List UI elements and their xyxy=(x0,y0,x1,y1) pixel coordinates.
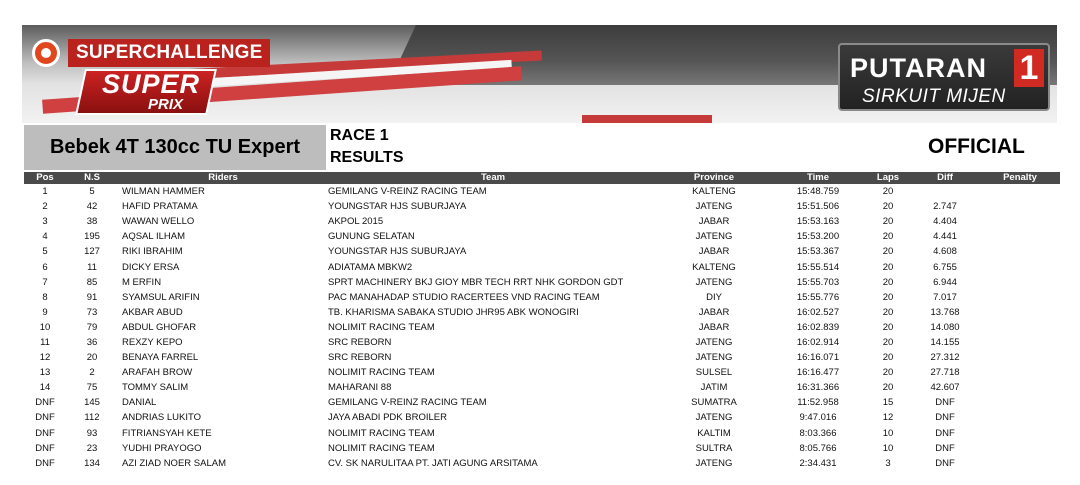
logo-title: SUPERCHALLENGE xyxy=(68,39,270,67)
cell-team: YOUNGSTAR HJS SUBURJAYA xyxy=(328,246,467,258)
cell-penalty xyxy=(980,426,1060,441)
cell-ns: 38 xyxy=(86,216,98,228)
cell-team: JAYA ABADI PDK BROILER xyxy=(328,412,447,424)
round-number: 1 xyxy=(1014,49,1044,87)
cell-pos: 3 xyxy=(42,216,48,228)
cell-province: JABAR xyxy=(698,216,730,228)
table-row xyxy=(24,441,1060,456)
cell-ns: 23 xyxy=(86,442,98,454)
cell-pos: 4 xyxy=(42,231,48,243)
cell-laps: 10 xyxy=(882,427,894,439)
cell-team: SRC REBORN xyxy=(328,336,392,348)
table-row xyxy=(24,199,1060,214)
cell-province: JATENG xyxy=(695,336,733,348)
cell-ns: 93 xyxy=(86,427,98,439)
superchallenge-logo xyxy=(28,31,288,115)
cell-rider: SYAMSUL ARIFIN xyxy=(122,291,200,303)
cell-diff: 6.944 xyxy=(933,276,957,288)
cell-diff xyxy=(910,184,980,199)
cell-diff: 13.768 xyxy=(930,306,960,318)
round-badge xyxy=(838,43,1050,111)
cell-penalty xyxy=(980,305,1060,320)
cell-ns: 2 xyxy=(89,367,95,379)
cell-penalty xyxy=(980,199,1060,214)
cell-rider: TOMMY SALIM xyxy=(122,382,189,394)
cell-pos: 11 xyxy=(40,336,50,348)
cell-pos: 2 xyxy=(42,201,48,213)
cell-pos: 12 xyxy=(39,352,51,364)
cell-penalty xyxy=(980,395,1060,410)
cell-rider: RIKI IBRAHIM xyxy=(122,246,183,258)
table-row xyxy=(24,244,1060,259)
table-row xyxy=(24,259,1060,274)
cell-province: SULTRA xyxy=(695,442,733,454)
cell-time: 8:03.366 xyxy=(799,427,837,439)
cell-diff: DNF xyxy=(935,397,955,409)
cell-team: NOLIMIT RACING TEAM xyxy=(328,442,435,454)
cell-ns: 75 xyxy=(86,382,98,394)
cell-pos: 1 xyxy=(42,186,48,198)
cell-time: 2:34.431 xyxy=(799,457,837,469)
table-row xyxy=(24,275,1060,290)
cell-laps: 20 xyxy=(882,382,894,394)
cell-team: SPRT MACHINERY BKJ GIOY MBR TECH RRT NHK GORDON GDT xyxy=(328,276,624,288)
table-row xyxy=(24,290,1060,305)
cell-time: 9:47.016 xyxy=(799,412,837,424)
race-class: Bebek 4T 130cc TU Expert xyxy=(24,125,326,170)
cell-diff: 6.755 xyxy=(933,261,957,273)
cell-province: JATIM xyxy=(700,382,728,394)
cell-penalty xyxy=(980,350,1060,365)
cell-province: JATENG xyxy=(695,201,733,213)
cell-time: 11:52.958 xyxy=(797,397,839,409)
cell-time: 16:31.366 xyxy=(796,382,840,394)
cell-pos: 10 xyxy=(39,321,51,333)
cell-rider: YUDHI PRAYOGO xyxy=(122,442,202,454)
cell-pos: 6 xyxy=(42,261,48,273)
table-row xyxy=(24,184,1060,199)
cell-pos: DNF xyxy=(35,442,55,454)
cell-penalty xyxy=(980,214,1060,229)
cell-laps: 10 xyxy=(882,442,894,454)
cell-ns: 79 xyxy=(86,321,98,333)
column-header-penalty: Penalty xyxy=(980,172,1060,184)
cell-laps: 20 xyxy=(882,291,894,303)
cell-diff: DNF xyxy=(935,442,955,454)
cell-penalty xyxy=(980,229,1060,244)
cell-diff: 42.607 xyxy=(930,382,960,394)
cell-laps: 3 xyxy=(885,457,891,469)
cell-laps: 20 xyxy=(882,231,894,243)
logo-ring-icon xyxy=(32,39,60,67)
column-header-ns: N.S xyxy=(66,172,118,184)
cell-rider: M ERFIN xyxy=(122,276,162,288)
cell-rider: REXZY KEPO xyxy=(122,336,183,348)
cell-time: 15:48.759 xyxy=(796,186,840,198)
cell-diff: 27.718 xyxy=(930,367,960,379)
cell-team: GUNUNG SELATAN xyxy=(328,231,415,243)
cell-team: ADIATAMA MBKW2 xyxy=(328,261,413,273)
cell-pos: 9 xyxy=(42,306,48,318)
cell-laps: 20 xyxy=(882,336,894,348)
column-header-laps: Laps xyxy=(866,172,910,184)
cell-ns: 85 xyxy=(86,276,98,288)
table-row xyxy=(24,350,1060,365)
cell-ns: 42 xyxy=(86,201,98,213)
cell-rider: AKBAR ABUD xyxy=(122,306,183,318)
table-row xyxy=(24,214,1060,229)
cell-laps: 20 xyxy=(882,367,894,379)
cell-penalty xyxy=(980,380,1060,395)
cell-province: JABAR xyxy=(698,246,730,258)
cell-rider: FITRIANSYAH KETE xyxy=(122,427,212,439)
race-number: RACE 1 xyxy=(330,127,389,144)
cell-team: YOUNGSTAR HJS SUBURJAYA xyxy=(328,201,467,213)
cell-pos: 7 xyxy=(42,276,48,288)
cell-time: 16:02.839 xyxy=(796,321,840,333)
column-header-diff: Diff xyxy=(910,172,980,184)
cell-penalty xyxy=(980,290,1060,305)
cell-diff: 7.017 xyxy=(933,291,957,303)
cell-ns: 11 xyxy=(87,261,97,273)
cell-diff: DNF xyxy=(935,457,955,469)
table-row xyxy=(24,395,1060,410)
cell-penalty xyxy=(980,441,1060,456)
cell-time: 8:05.766 xyxy=(799,442,837,454)
cell-pos: 14 xyxy=(39,382,51,394)
cell-diff: 2.747 xyxy=(933,201,957,213)
cell-rider: WAWAN WELLO xyxy=(122,216,195,228)
cell-rider: AZI ZIAD NOER SALAM xyxy=(122,457,226,469)
table-row xyxy=(24,410,1060,425)
cell-ns: 127 xyxy=(84,246,100,258)
cell-penalty xyxy=(980,244,1060,259)
cell-province: JATENG xyxy=(695,412,733,424)
cell-rider: ARAFAH BROW xyxy=(122,367,193,379)
cell-penalty xyxy=(980,410,1060,425)
cell-team: NOLIMIT RACING TEAM xyxy=(328,321,435,333)
cell-penalty xyxy=(980,320,1060,335)
cell-time: 15:53.200 xyxy=(796,231,840,243)
cell-ns: 5 xyxy=(89,186,95,198)
cell-time: 16:16.477 xyxy=(796,367,840,379)
cell-team: SRC REBORN xyxy=(328,352,392,364)
cell-ns: 195 xyxy=(84,231,100,243)
cell-time: 16:02.527 xyxy=(796,306,840,318)
cell-province: DIY xyxy=(706,291,722,303)
cell-penalty xyxy=(980,184,1060,199)
cell-ns: 112 xyxy=(84,412,100,424)
cell-province: SUMATRA xyxy=(691,397,737,409)
cell-time: 15:53.163 xyxy=(796,216,840,228)
cell-rider: DANIAL xyxy=(122,397,157,409)
table-row xyxy=(24,426,1060,441)
column-header-province: Province xyxy=(658,172,770,184)
cell-laps: 15 xyxy=(882,397,894,409)
column-header-team: Team xyxy=(328,172,658,184)
table-header xyxy=(24,172,1060,184)
cell-time: 16:02.914 xyxy=(796,336,840,348)
cell-province: JABAR xyxy=(698,321,730,333)
cell-ns: 145 xyxy=(84,397,100,409)
logo-prix-text: PRIX xyxy=(148,96,184,113)
column-header-pos: Pos xyxy=(24,172,66,184)
cell-team: GEMILANG V-REINZ RACING TEAM xyxy=(328,397,487,409)
cell-team: GEMILANG V-REINZ RACING TEAM xyxy=(328,186,487,198)
cell-diff: 14.155 xyxy=(930,336,960,348)
cell-rider: ABDUL GHOFAR xyxy=(122,321,197,333)
cell-province: JATENG xyxy=(695,276,733,288)
cell-province: KALTIM xyxy=(697,427,731,439)
cell-diff: 14.080 xyxy=(930,321,960,333)
cell-pos: DNF xyxy=(35,427,55,439)
cell-penalty xyxy=(980,259,1060,274)
table-row xyxy=(24,305,1060,320)
cell-laps: 12 xyxy=(882,412,894,424)
cell-pos: DNF xyxy=(35,412,55,424)
cell-rider: ANDRIAS LUKITO xyxy=(122,412,202,424)
cell-pos: 5 xyxy=(42,246,48,258)
cell-laps: 20 xyxy=(882,201,894,213)
cell-ns: 91 xyxy=(86,291,98,303)
cell-province: JATENG xyxy=(695,457,733,469)
cell-rider: DICKY ERSA xyxy=(122,261,180,273)
table-row xyxy=(24,320,1060,335)
cell-pos: DNF xyxy=(35,397,55,409)
cell-time: 15:55.703 xyxy=(796,276,840,288)
cell-ns: 73 xyxy=(86,306,98,318)
cell-penalty xyxy=(980,275,1060,290)
cell-pos: DNF xyxy=(35,457,55,469)
column-header-time: Time xyxy=(770,172,866,184)
red-kerb xyxy=(582,115,712,123)
event-banner xyxy=(22,25,1057,123)
cell-province: KALTENG xyxy=(692,186,736,198)
cell-diff: 27.312 xyxy=(930,352,960,364)
cell-province: JABAR xyxy=(698,306,730,318)
cell-diff: 4.404 xyxy=(933,216,957,228)
logo-super-text: SUPER xyxy=(101,69,201,99)
cell-team: MAHARANI 88 xyxy=(328,382,392,394)
results-table xyxy=(24,172,1060,471)
cell-diff: 4.608 xyxy=(933,246,957,258)
cell-laps: 20 xyxy=(882,352,894,364)
cell-time: 16:16.071 xyxy=(796,352,840,364)
cell-penalty xyxy=(980,456,1060,471)
cell-laps: 20 xyxy=(882,216,894,228)
results-label: RESULTS xyxy=(330,149,404,166)
column-header-riders: Riders xyxy=(118,172,328,184)
cell-team: AKPOL 2015 xyxy=(328,216,384,228)
cell-laps: 20 xyxy=(882,246,894,258)
cell-ns: 20 xyxy=(86,352,98,364)
cell-laps: 20 xyxy=(882,186,894,198)
cell-penalty xyxy=(980,335,1060,350)
cell-laps: 20 xyxy=(882,261,894,273)
cell-time: 15:55.776 xyxy=(796,291,840,303)
cell-ns: 134 xyxy=(84,457,100,469)
cell-rider: WILMAN HAMMER xyxy=(122,186,205,198)
table-row xyxy=(24,456,1060,471)
cell-team: CV. SK NARULITAA PT. JATI AGUNG ARSITAMA xyxy=(328,457,538,469)
cell-diff: 4.441 xyxy=(933,231,957,243)
circuit-name: SIRKUIT MIJEN xyxy=(862,86,1006,107)
cell-pos: 8 xyxy=(42,291,48,303)
cell-province: KALTENG xyxy=(692,261,736,273)
cell-team: TB. KHARISMA SABAKA STUDIO JHR95 ABK WONOGIRI xyxy=(328,306,579,318)
cell-time: 15:55.514 xyxy=(796,261,840,273)
cell-time: 15:51.506 xyxy=(796,201,840,213)
cell-ns: 36 xyxy=(86,336,98,348)
cell-province: JATENG xyxy=(695,352,733,364)
cell-laps: 20 xyxy=(882,306,894,318)
table-row xyxy=(24,380,1060,395)
table-row xyxy=(24,229,1060,244)
cell-rider: HAFID PRATAMA xyxy=(122,201,198,213)
cell-laps: 20 xyxy=(882,276,894,288)
cell-rider: BENAYA FARREL xyxy=(122,352,199,364)
cell-diff: DNF xyxy=(935,412,955,424)
table-row xyxy=(24,365,1060,380)
cell-time: 15:53.367 xyxy=(796,246,840,258)
cell-pos: 13 xyxy=(39,367,51,379)
cell-province: JATENG xyxy=(695,231,733,243)
results-body xyxy=(24,184,1060,471)
cell-diff: DNF xyxy=(935,427,955,439)
cell-team: NOLIMIT RACING TEAM xyxy=(328,367,435,379)
cell-team: PAC MANAHADAP STUDIO RACERTEES VND RACING TEAM xyxy=(328,291,600,303)
cell-team: NOLIMIT RACING TEAM xyxy=(328,427,435,439)
round-label: PUTARAN xyxy=(850,53,987,83)
cell-laps: 20 xyxy=(882,321,894,333)
cell-rider: AQSAL ILHAM xyxy=(122,231,186,243)
official-status: OFFICIAL xyxy=(928,135,1025,158)
table-row xyxy=(24,335,1060,350)
cell-penalty xyxy=(980,365,1060,380)
cell-province: SULSEL xyxy=(695,367,733,379)
